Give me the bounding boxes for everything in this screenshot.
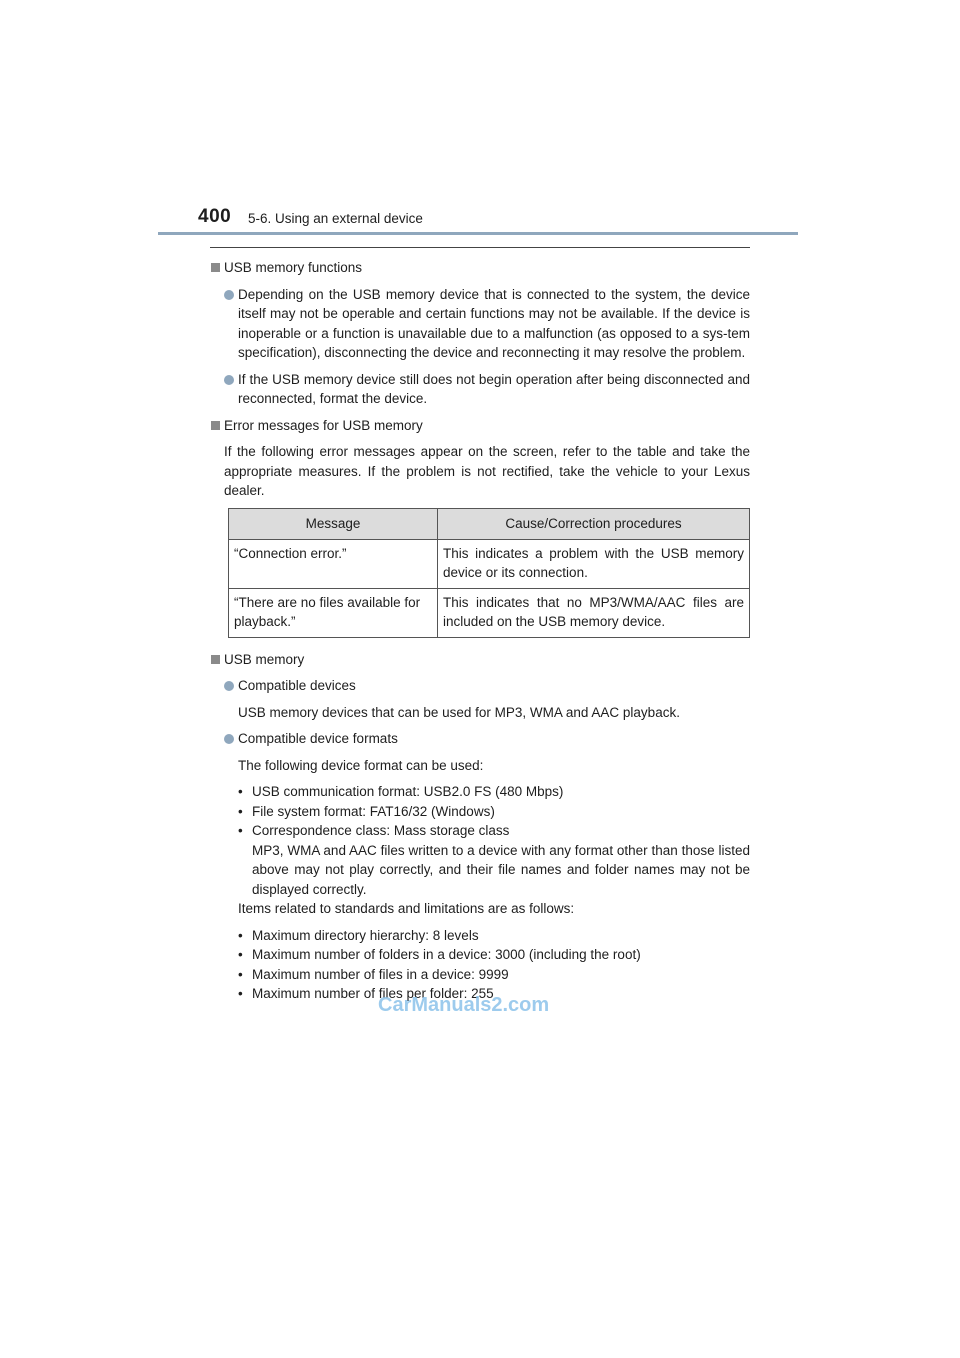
error-messages-table	[228, 508, 750, 638]
limits-list	[210, 926, 750, 1004]
usb-functions-item: Depending on the USB memory device that is connected to the system, the device itself may not be operable and certain functions may not be available. If the device is inoperable or a function is unavailable due to a malfunction (as opposed to a sys-tem specification), disconnecting the device and reconnecting it may resolve the problem.	[210, 285, 750, 363]
square-bullet-icon	[211, 421, 220, 430]
table-header-cause: Cause/Correction procedures	[438, 508, 750, 539]
usb-functions-heading: USB memory functions	[210, 258, 750, 278]
square-bullet-icon	[211, 263, 220, 272]
error-messages-intro: If the following error messages appear on the screen, refer to the table and take the appropriate measures. If the problem is not rectified, take the vehicle to your Lexus dealer.	[224, 444, 750, 498]
list-item: • Correspondence class: Mass storage class	[238, 823, 510, 838]
header-rule	[158, 232, 798, 235]
list-item: • Maximum directory hierarchy: 8 levels	[238, 927, 479, 943]
error-messages-heading: Error messages for USB memory	[210, 416, 750, 436]
watermark: CarManuals2.com	[378, 994, 550, 1016]
table-header-message: Message	[229, 508, 438, 539]
round-bullet-icon	[224, 734, 234, 744]
page-number: 400	[198, 206, 232, 227]
round-bullet-icon	[224, 290, 234, 300]
list-item: • File system format: FAT16/32 (Windows)	[238, 803, 495, 819]
format-note: MP3, WMA and AAC files written to a device with any format other than those listed above may not play correctly, and their file names and folder names may not be displayed correctly.	[252, 842, 750, 897]
usb-memory-heading: USB memory	[210, 650, 750, 670]
list-item: • Maximum number of files in a device: 9999	[238, 966, 509, 982]
compatible-formats-intro: The following device format can be used:	[238, 757, 484, 773]
table-cell-cause: This indicates a problem with the USB memory device or its connection.	[438, 539, 750, 588]
list-item: • Maximum number of folders in a device: 3000 (including the root)	[238, 947, 641, 962]
table-row	[229, 539, 750, 588]
table-header-row	[229, 508, 750, 539]
list-item: • Maximum number of files per folder: 255	[238, 986, 494, 1001]
round-bullet-icon	[224, 681, 234, 691]
usb-functions-item: If the USB memory device still does not begin operation after being disconnected and reconnected, format the device.	[210, 370, 750, 409]
table-cell-cause: This indicates that no MP3/WMA/AAC files are included on the USB memory device.	[438, 588, 750, 637]
compatible-devices-title: Compatible devices	[210, 676, 750, 696]
limits-intro: Items related to standards and limitations are as follows:	[238, 901, 575, 916]
section-title: 5-6. Using an external device	[248, 211, 423, 226]
table-row	[229, 588, 750, 637]
list-item: • USB communication format: USB2.0 FS (480 Mbps)	[238, 784, 564, 799]
table-cell-message: “Connection error.”	[229, 539, 438, 588]
table-cell-message: “There are no files available for playback.”	[229, 588, 438, 637]
content-top-rule	[210, 247, 750, 248]
compatible-devices-text: USB memory devices that can be used for MP3, WMA and AAC playback.	[238, 704, 680, 720]
square-bullet-icon	[211, 655, 220, 664]
compatible-formats-title: Compatible device formats	[210, 729, 750, 749]
page-content	[210, 258, 750, 1010]
format-list	[210, 782, 750, 841]
round-bullet-icon	[224, 375, 234, 385]
page-header	[158, 196, 798, 234]
